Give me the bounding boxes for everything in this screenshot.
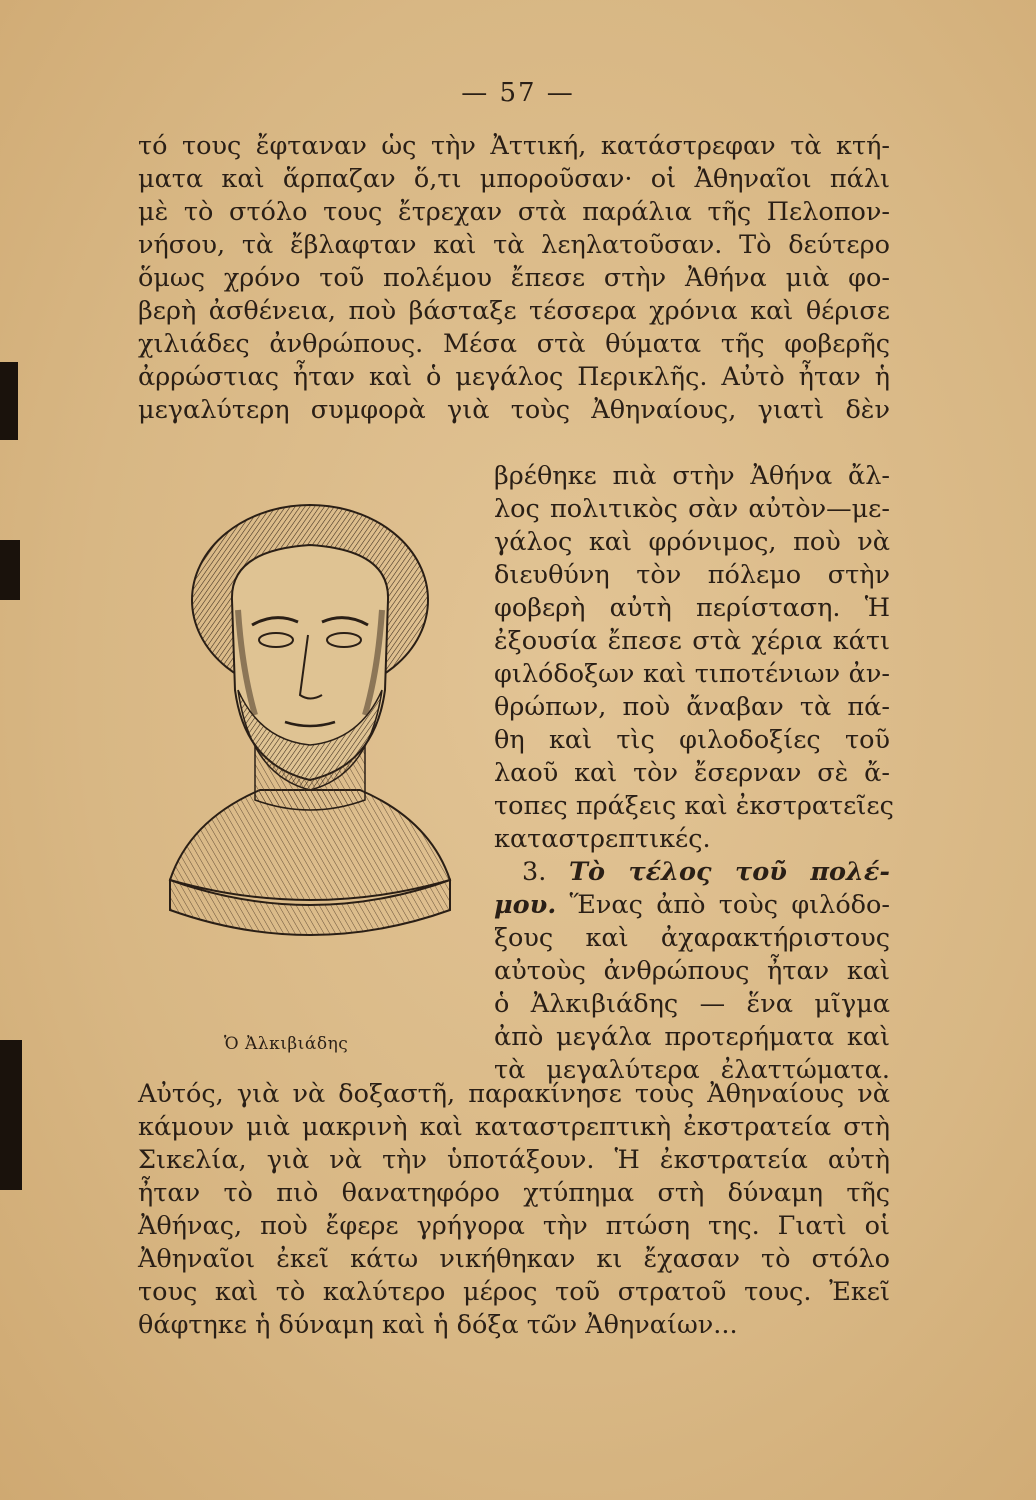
top-paragraph (138, 130, 890, 427)
text-line: θάφτηκε ἡ δύναμη καὶ ἡ δόξα τῶν Ἀθηναίων... (138, 1310, 738, 1340)
text-line: Αὐτός, γιὰ νὰ δοξαστῆ, παρακίνησε τοὺς Ἀθηναίους νὰ (138, 1079, 890, 1109)
text-line: τοπες πράξεις καὶ ἐκστρατεῖες (494, 791, 894, 821)
text-line: φιλόδοξων καὶ τιποτένιων ἀν- (494, 659, 890, 689)
left-edge-stain-middle (0, 540, 20, 600)
text-line: διευθύνη τὸν πόλεμο στὴν (494, 560, 890, 590)
page-number: — 57 — (461, 78, 575, 108)
text-line: λος πολιτικὸς σὰν αὐτὸν—με- (494, 494, 890, 524)
portrait-caption: Ὁ Ἀλκιβιάδης (224, 1034, 349, 1054)
text-line: βερὴ ἀσθένεια, ποὺ βάσταξε τέσσερα χρόνια καὶ θέρισε (138, 296, 890, 326)
text-line: Ἀθήνας, ποὺ ἔφερε γρήγορα τὴν πτώση της. Γιατὶ οἱ (138, 1211, 890, 1241)
text-line: θη καὶ τὶς φιλοδοξίες τοῦ (494, 725, 890, 755)
text-line: φοβερὴ αὐτὴ περίσταση. Ἡ (494, 593, 890, 623)
text-line: ὁ Ἀλκιβιάδης — ἕνα μῖγμα (494, 989, 890, 1019)
text-line (494, 889, 890, 922)
section-heading: Τὸ τέλος τοῦ πολέ- (569, 857, 890, 887)
text-line: βρέθηκε πιὰ στὴν Ἀθήνα ἄλ- (494, 461, 890, 491)
text-line: ἐξουσία ἔπεσε στὰ χέρια κάτι (494, 626, 890, 656)
text-line: γάλος καὶ φρόνιμος, ποὺ νὰ (494, 527, 890, 557)
text-line: λαοῦ καὶ τὸν ἔσερναν σὲ ἄ- (494, 758, 890, 788)
text-line: τους καὶ τὸ καλύτερο μέρος τοῦ στρατοῦ τους. Ἐκεῖ (138, 1277, 890, 1307)
bottom-paragraph (138, 1078, 890, 1342)
right-column-text (494, 460, 894, 1087)
text-line: ἀρρώστιας ἦταν καὶ ὁ μεγάλος Περικλῆς. Αὐτὸ ἦταν ἡ (138, 362, 890, 392)
text-line: μὲ τὸ στόλο τους ἔτρεχαν στὰ παράλια τῆς Πελοπον- (138, 197, 890, 227)
section-heading-line (494, 856, 890, 889)
text-line: ἀπὸ μεγάλα προτερήματα καὶ (494, 1022, 890, 1052)
text-line: τὰ μεγαλύτερα ἐλαττώματα. (494, 1055, 890, 1085)
text-line: ὅμως χρόνο τοῦ πολέμου ἔπεσε στὴν Ἀθήνα μιὰ φο- (138, 263, 890, 293)
section-text: Ἕνας ἀπὸ τοὺς φιλόδο- (569, 890, 891, 920)
text-line: Σικελία, γιὰ νὰ τὴν ὑποτάξουν. Ἡ ἐκστρατεία αὐτὴ (138, 1145, 890, 1175)
text-line: θρώπων, ποὺ ἄναβαν τὰ πά- (494, 692, 890, 722)
section-heading-continued: μου. (494, 890, 557, 920)
text-line: μεγαλύτερη συμφορὰ γιὰ τοὺς Ἀθηναίους, γιατὶ δὲν (138, 395, 890, 425)
text-line: κάμουν μιὰ μακρινὴ καὶ καταστρεπτικὴ ἐκστρατεία στὴ (138, 1112, 890, 1142)
text-line: χιλιάδες ἀνθρώπους. Μέσα στὰ θύματα τῆς φοβερῆς (138, 329, 890, 359)
left-edge-stain-lower (0, 1040, 22, 1190)
text-line: ξους καὶ ἀχαρακτήριστους (494, 923, 890, 953)
text-line: ματα καὶ ἅρπαζαν ὅ,τι μποροῦσαν· οἱ Ἀθηναῖοι πάλι (138, 164, 890, 194)
text-line: νήσου, τὰ ἔβλαφταν καὶ τὰ λεηλατοῦσαν. Τὸ δεύτερο (138, 230, 890, 260)
left-edge-stain-upper (0, 362, 18, 440)
text-line: ἦταν τὸ πιὸ θανατηφόρο χτύπημα στὴ δύναμη τῆς (138, 1178, 890, 1208)
text-line: Ἀθηναῖοι ἐκεῖ κάτω νικήθηκαν κι ἔχασαν τὸ στόλο (138, 1244, 890, 1274)
text-line: αὐτοὺς ἀνθρώπους ἦταν καὶ (494, 956, 890, 986)
alcibiades-bust-engraving (160, 490, 460, 1010)
text-line: καταστρεπτικές. (494, 824, 711, 854)
text-line: τό τους ἔφταναν ὡς τὴν Ἀττική, κατάστρεφαν τὰ κτή- (138, 131, 890, 161)
section-number: 3. (522, 857, 547, 887)
